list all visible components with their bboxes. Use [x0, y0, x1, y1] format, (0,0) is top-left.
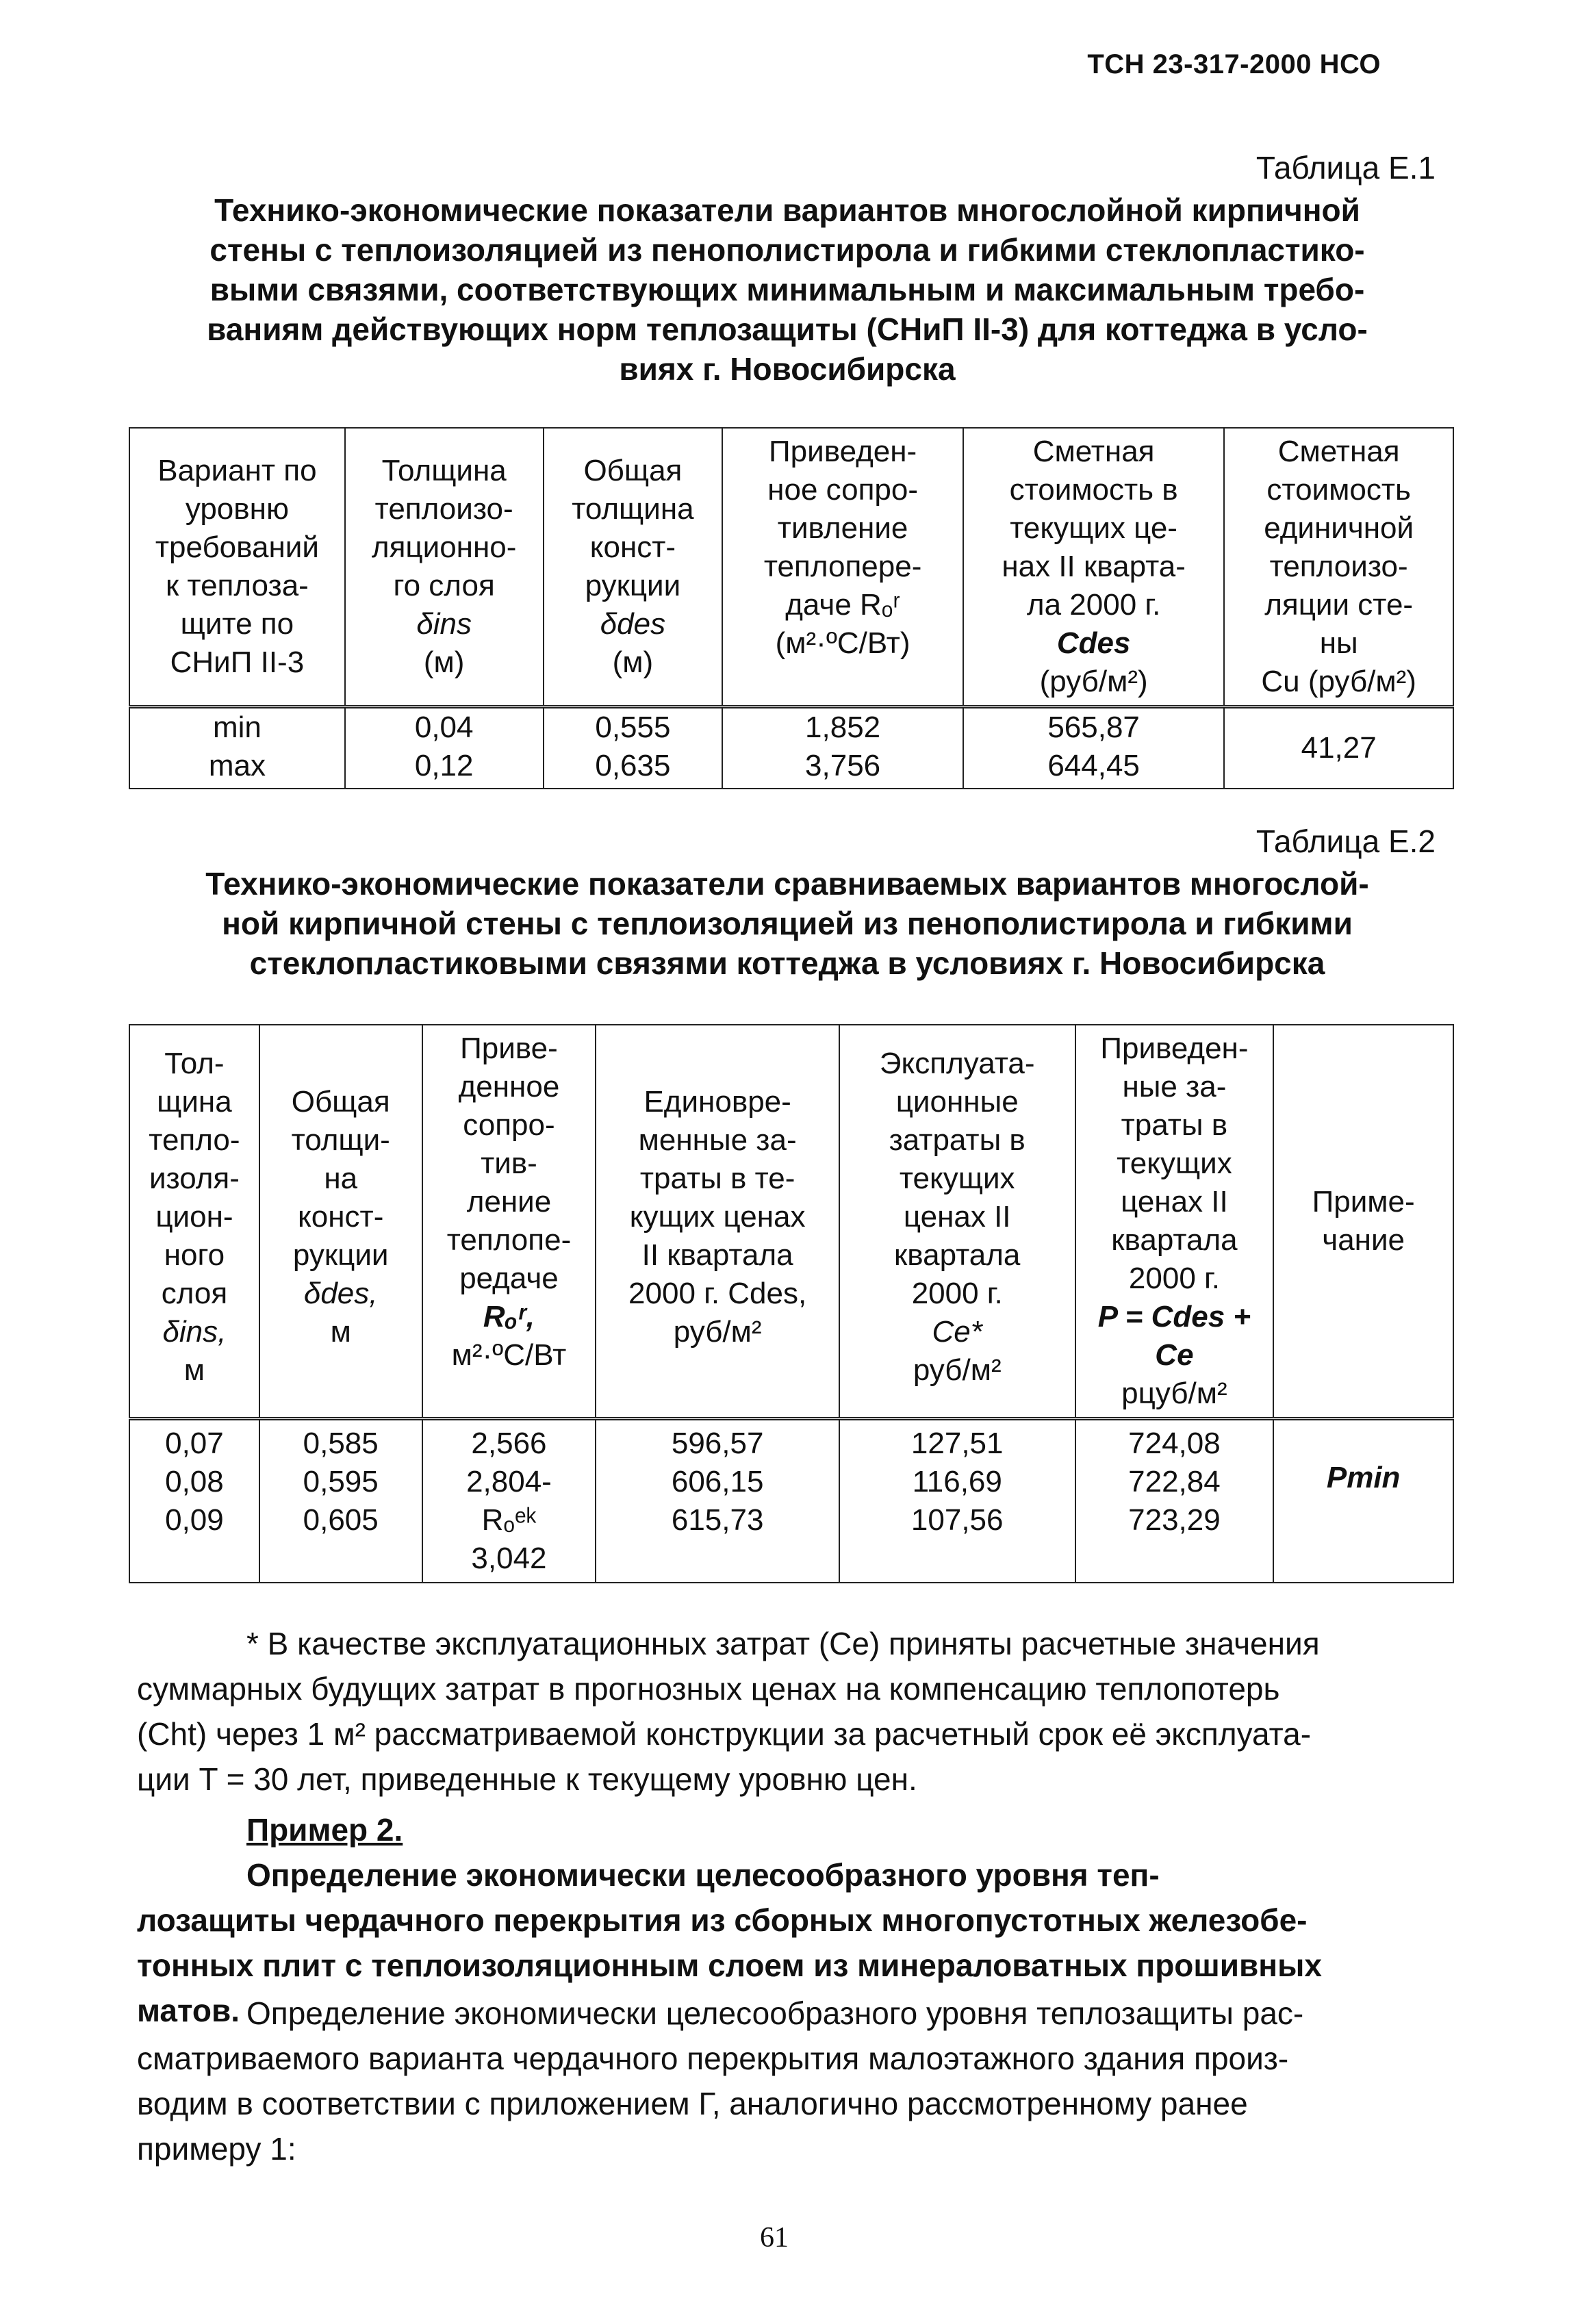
table2-col-resistance: 2,566 2,804- Rₒᵉᵏ 3,042 [422, 1419, 596, 1583]
table2-header-one-time-costs: Единовре- менные за- траты в те- кущих ценах II квартала 2000 г. Cdes, руб/м² [596, 1025, 839, 1419]
table1-header-unit-cost: Сметная стоимость единичной теплоизо- ляции сте- ны Cu (руб/м²) [1224, 428, 1453, 707]
example-heading: Пример 2. Определение экономически целесообразного уровня теп- лозащиты чердачного перекрытия из сборных многопустотных железобе- тонных плит с теплоизоляционным слоем из минераловатных прошивных матов. [137, 1807, 1438, 2033]
table1-header-row [129, 428, 1453, 707]
table1 [129, 427, 1454, 789]
table1-header-total-thickness: Общая толщина конст- рукции δdes (м) [544, 428, 723, 707]
page-number: 61 [760, 2222, 789, 2253]
document-code: ТСН 23-317-2000 НСО [1087, 49, 1381, 79]
footnote: * В качестве эксплуатационных затрат (Ce) приняты расчетные значения суммарных будущих затрат в прогнозных ценах на компенсацию теплопотерь (Cht) через 1 м² рассматриваемой конструкции за расчетный срок её эксплуата- ции T = 30 лет, приведенные к текущему уровню цен. [137, 1626, 1320, 1797]
table-row [129, 1419, 1453, 1583]
table2-header-insulation-thickness: Тол- щина тепло- изоля- цион- ного слоя δins, м [129, 1025, 259, 1419]
table1-header-variant: Вариант по уровню требований к теплоза- щите по СНиП II-3 [129, 428, 345, 707]
table-row: max 0,12 0,635 3,756 644,45 [129, 747, 1453, 789]
table2-col-operating-costs: 127,51 116,69 107,56 [839, 1419, 1075, 1583]
table2-col-one-time-costs: 596,57 606,15 615,73 [596, 1419, 839, 1583]
table2-col-total-thickness: 0,585 0,595 0,605 [259, 1419, 422, 1583]
table2-header-resistance: Приве- денное сопро- тив- ление теплопе- редаче Rₒʳ, м²·ºС/Вт [422, 1025, 596, 1419]
table2-caption: Технико-экономические показатели сравниваемых вариантов многослой- ной кирпичной стены с теплоизоляцией из пенополистирола и гибкими стеклопластиковыми связями коттеджа в условиях г. Новосибирска [205, 866, 1369, 981]
table2-header-reduced-costs: Приведен- ные за- траты в текущих ценах II квартала 2000 г. P = Cdes + Ce рцуб/м² [1075, 1025, 1274, 1419]
table1-name: Таблица Е.1 [1256, 150, 1436, 186]
table2-col-insulation-thickness: 0,07 0,08 0,09 [129, 1419, 259, 1583]
example-body: Определение экономически целесообразного уровня теплозащиты рас- сматриваемого варианта чердачного перекрытия малоэтажного здания произ- водим в соответствии с приложением Г, аналогично рассмотренному ранее примеру 1: [137, 1995, 1304, 2167]
table2 [129, 1024, 1454, 1583]
table1-header-insulation-thickness: Толщина теплоизо- ляционно- го слоя δins (м) [345, 428, 544, 707]
table2-header-total-thickness: Общая толщи- на конст- рукции δdes, м [259, 1025, 422, 1419]
table2-header-note: Приме- чание [1273, 1025, 1453, 1419]
table2-col-reduced-costs: 724,08 722,84 723,29 [1075, 1419, 1274, 1583]
table2-header-operating-costs: Эксплуата- ционные затраты в текущих ценах II квартала 2000 г. Ce* руб/м² [839, 1025, 1075, 1419]
example-label: Пример 2. [246, 1812, 403, 1848]
table1-unit-cost-value: 41,27 [1224, 707, 1453, 789]
table2-name: Таблица Е.2 [1256, 823, 1436, 859]
table1-caption: Технико-экономические показатели вариантов многослойной кирпичной стены с теплоизоляцией из пенополистирола и гибкими стеклопластико- выми связями, соответствующих минимальным и максимальным требо- ваниям действующих норм теплозащиты (СНиП II-3) для коттеджа в усло- виях г. Новосибирска [207, 192, 1368, 387]
table1-header-estimated-cost: Сметная стоимость в текущих це- нах II кварта- ла 2000 г. Cdes (руб/м²) [963, 428, 1224, 707]
table1-header-resistance: Приведен- ное сопро- тивление теплопере- даче Rₒʳ (м²·ºС/Вт) [722, 428, 963, 707]
table-row: min 0,04 0,555 1,852 565,87 41,27 [129, 707, 1453, 748]
table2-col-note: Pmin [1273, 1419, 1453, 1583]
table2-header-row [129, 1025, 1453, 1419]
